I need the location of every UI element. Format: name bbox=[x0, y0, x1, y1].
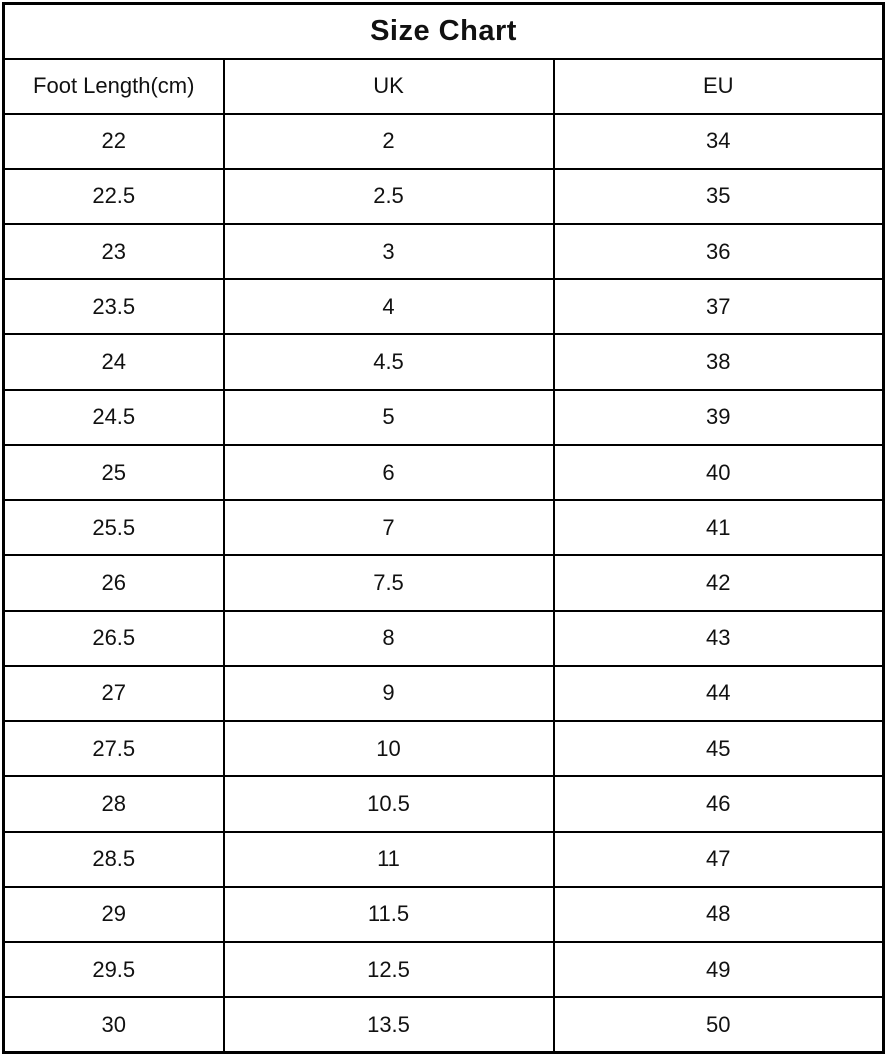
table-cell: 3 bbox=[224, 224, 554, 279]
table-cell: 27 bbox=[4, 666, 224, 721]
table-row bbox=[4, 279, 884, 334]
table-cell: 9 bbox=[224, 666, 554, 721]
table-cell: 12.5 bbox=[224, 942, 554, 997]
table-cell: 10.5 bbox=[224, 776, 554, 831]
table-row bbox=[4, 445, 884, 500]
table-row bbox=[4, 224, 884, 279]
page-title: Size Chart bbox=[4, 4, 884, 59]
table-cell: 29.5 bbox=[4, 942, 224, 997]
table-body bbox=[4, 114, 884, 1053]
table-cell: 37 bbox=[554, 279, 884, 334]
table-row bbox=[4, 611, 884, 666]
table-row bbox=[4, 887, 884, 942]
table-cell: 50 bbox=[554, 997, 884, 1052]
table-cell: 23.5 bbox=[4, 279, 224, 334]
table-cell: 26 bbox=[4, 555, 224, 610]
table-cell: 42 bbox=[554, 555, 884, 610]
table-cell: 23 bbox=[4, 224, 224, 279]
table-cell: 25.5 bbox=[4, 500, 224, 555]
table-cell: 44 bbox=[554, 666, 884, 721]
table-cell: 39 bbox=[554, 390, 884, 445]
table-cell: 36 bbox=[554, 224, 884, 279]
table-cell: 25 bbox=[4, 445, 224, 500]
table-cell: 13.5 bbox=[224, 997, 554, 1052]
table-cell: 38 bbox=[554, 334, 884, 389]
table-row bbox=[4, 114, 884, 169]
table-cell: 41 bbox=[554, 500, 884, 555]
table-row bbox=[4, 776, 884, 831]
table-cell: 22 bbox=[4, 114, 224, 169]
table-cell: 34 bbox=[554, 114, 884, 169]
table-cell: 2 bbox=[224, 114, 554, 169]
table-cell: 49 bbox=[554, 942, 884, 997]
table-row bbox=[4, 666, 884, 721]
table-cell: 45 bbox=[554, 721, 884, 776]
table-cell: 24.5 bbox=[4, 390, 224, 445]
table-row bbox=[4, 832, 884, 887]
table-cell: 22.5 bbox=[4, 169, 224, 224]
table-cell: 6 bbox=[224, 445, 554, 500]
table-cell: 28 bbox=[4, 776, 224, 831]
table-row bbox=[4, 169, 884, 224]
table-cell: 7 bbox=[224, 500, 554, 555]
column-header-uk: UK bbox=[224, 59, 554, 114]
table-cell: 11.5 bbox=[224, 887, 554, 942]
table-row bbox=[4, 555, 884, 610]
table-row bbox=[4, 334, 884, 389]
title-row bbox=[4, 4, 884, 59]
table-cell: 4 bbox=[224, 279, 554, 334]
table-cell: 30 bbox=[4, 997, 224, 1052]
table-cell: 46 bbox=[554, 776, 884, 831]
table-row bbox=[4, 721, 884, 776]
table-cell: 29 bbox=[4, 887, 224, 942]
table-row bbox=[4, 997, 884, 1052]
size-chart-table bbox=[2, 2, 885, 1054]
table-cell: 24 bbox=[4, 334, 224, 389]
table-cell: 11 bbox=[224, 832, 554, 887]
column-header-foot-length: Foot Length(cm) bbox=[4, 59, 224, 114]
table-cell: 48 bbox=[554, 887, 884, 942]
table-cell: 43 bbox=[554, 611, 884, 666]
table-cell: 8 bbox=[224, 611, 554, 666]
table-cell: 28.5 bbox=[4, 832, 224, 887]
table-cell: 10 bbox=[224, 721, 554, 776]
table-row bbox=[4, 500, 884, 555]
table-cell: 2.5 bbox=[224, 169, 554, 224]
table-cell: 40 bbox=[554, 445, 884, 500]
header-row bbox=[4, 59, 884, 114]
column-header-eu: EU bbox=[554, 59, 884, 114]
table-cell: 26.5 bbox=[4, 611, 224, 666]
table-cell: 35 bbox=[554, 169, 884, 224]
table-row bbox=[4, 942, 884, 997]
table-cell: 7.5 bbox=[224, 555, 554, 610]
table-cell: 4.5 bbox=[224, 334, 554, 389]
table-cell: 47 bbox=[554, 832, 884, 887]
table-cell: 27.5 bbox=[4, 721, 224, 776]
table-cell: 5 bbox=[224, 390, 554, 445]
table-row bbox=[4, 390, 884, 445]
